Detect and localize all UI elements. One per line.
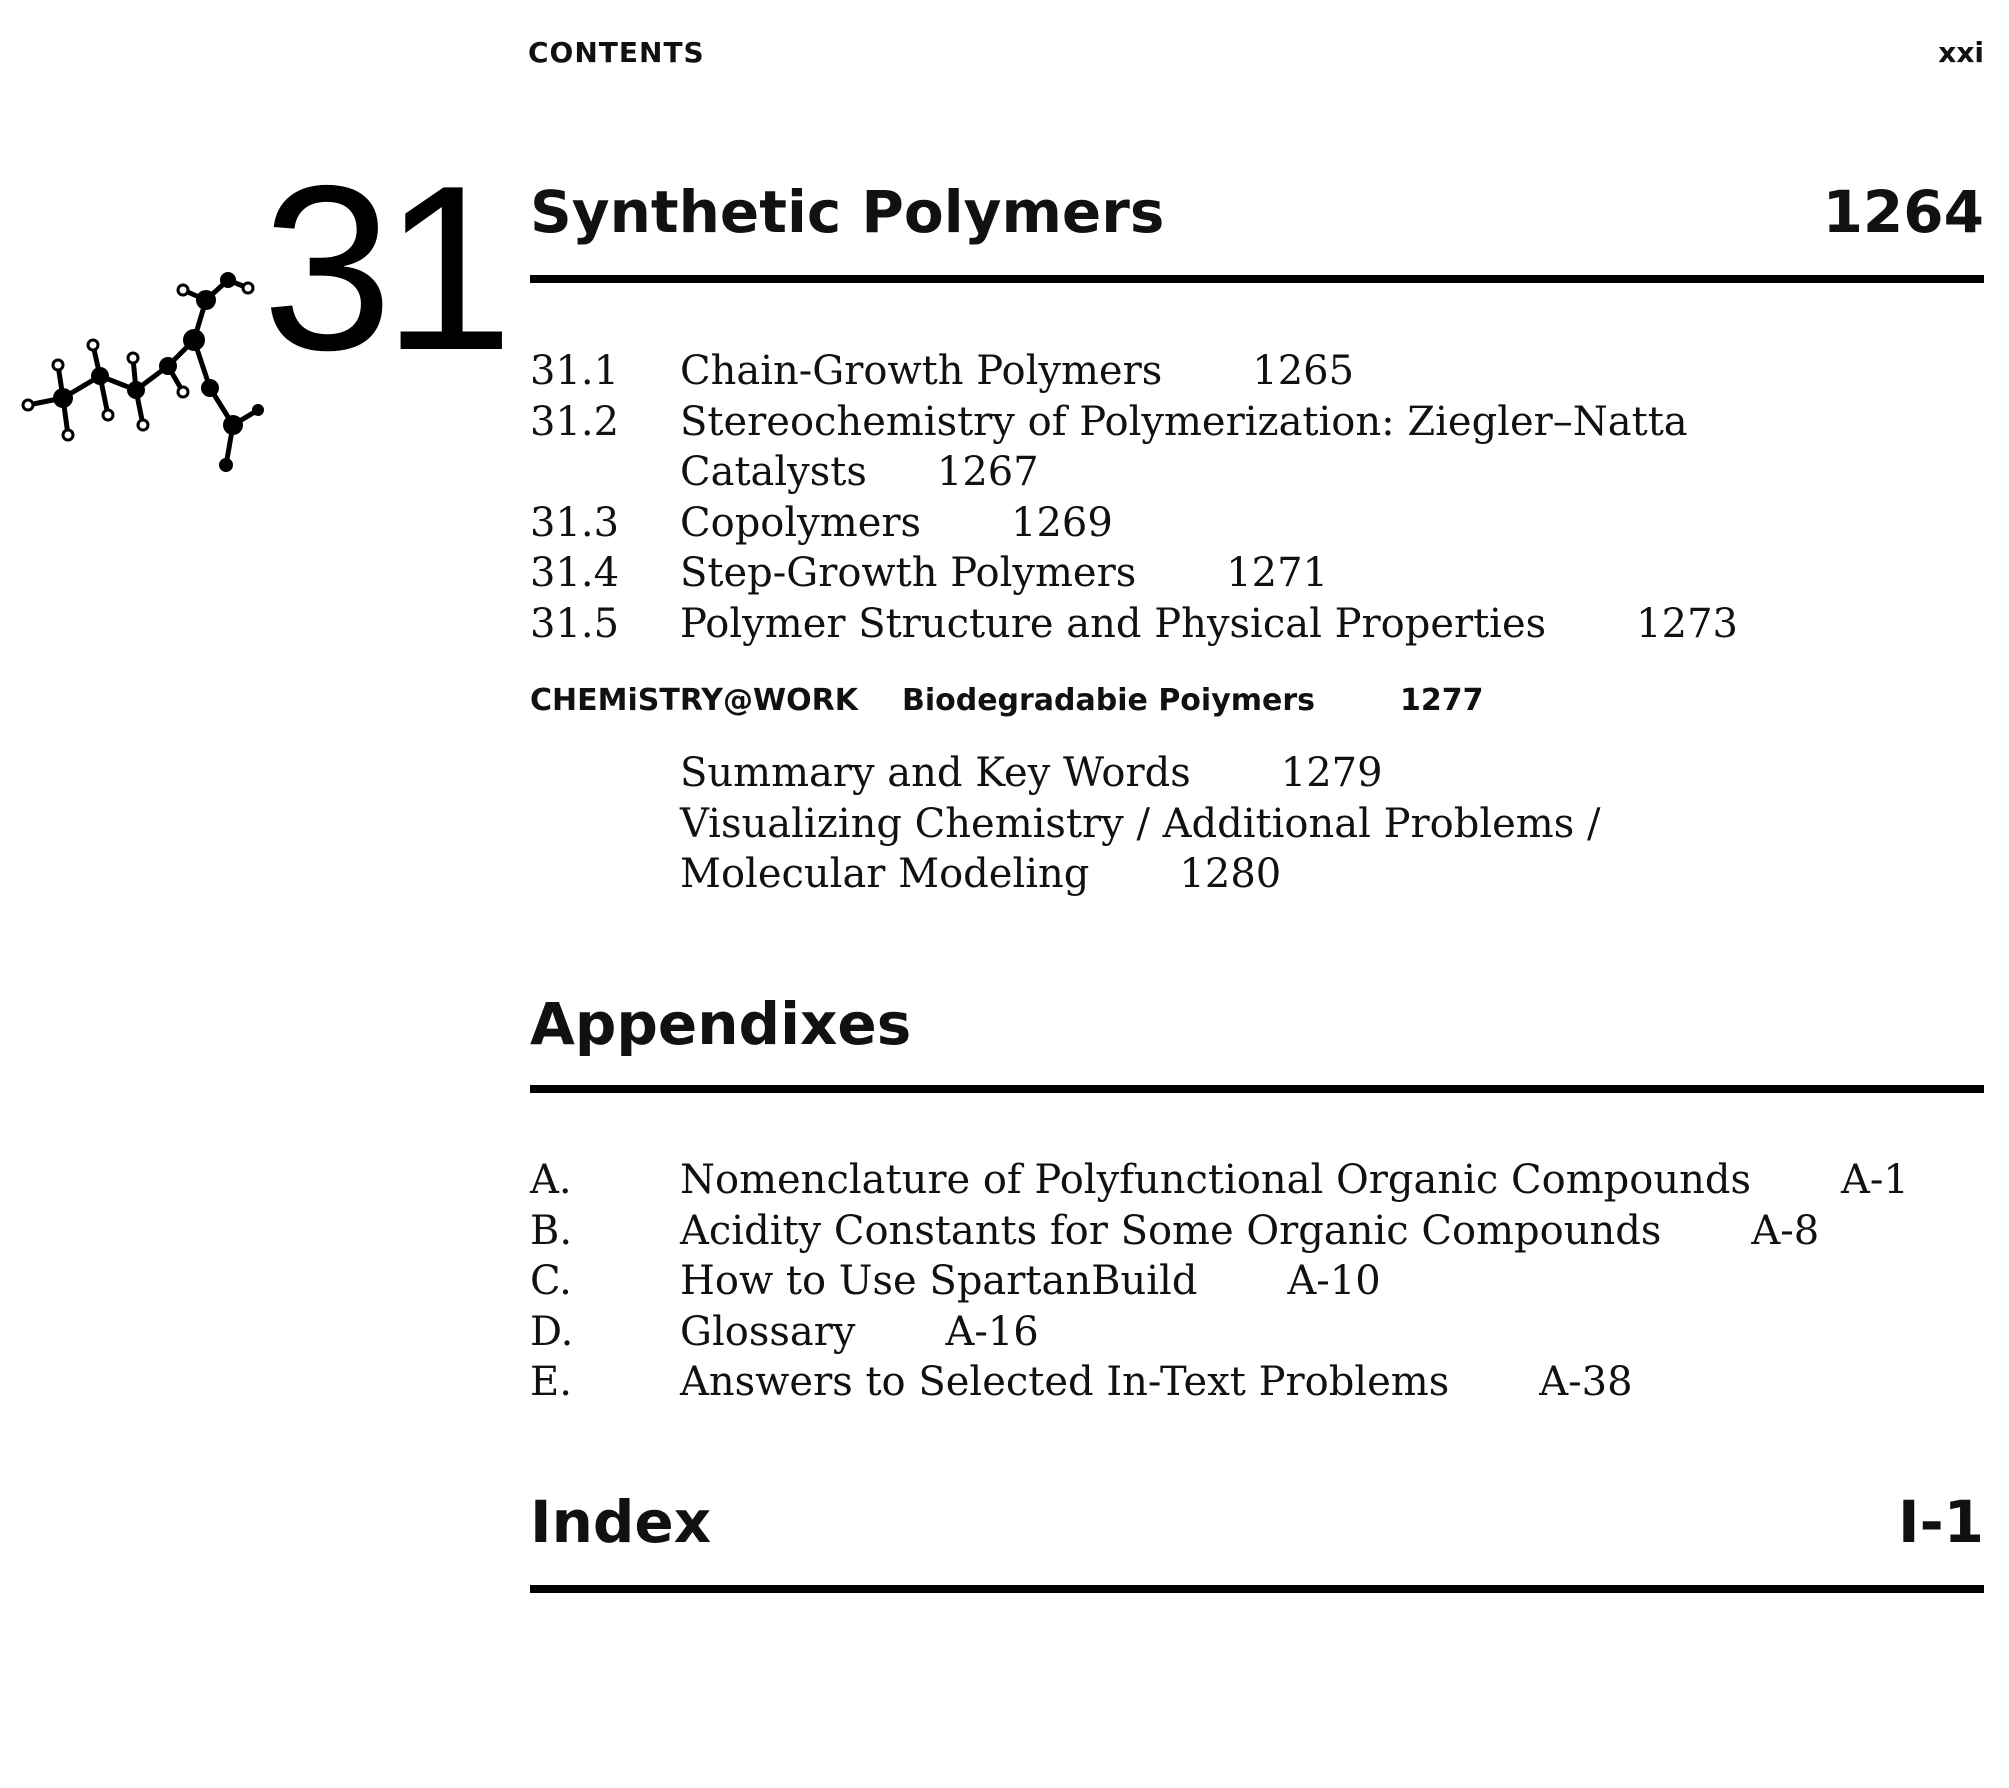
section-number: 31.4 xyxy=(530,550,620,596)
appendix-page: A-8 xyxy=(1751,1207,1820,1254)
section-page: 1269 xyxy=(1011,499,1113,546)
index-heading[interactable] xyxy=(530,1488,1984,1556)
toc-entry[interactable] xyxy=(530,1357,1909,1408)
toc-entry[interactable] xyxy=(530,346,1738,397)
section-number: 31.5 xyxy=(530,600,620,647)
appendix-letter: C. xyxy=(530,1258,572,1304)
appendix-page: A-1 xyxy=(1841,1157,1909,1203)
end-matter-title-continued: Molecular Modeling xyxy=(680,851,1090,897)
toc-entry[interactable] xyxy=(530,599,1738,650)
chemistry-at-work-label: CHEMiSTRY@WORK xyxy=(530,683,858,718)
toc-entry[interactable] xyxy=(530,397,1738,498)
appendix-title: Glossary xyxy=(680,1308,856,1355)
appendix-page: A-16 xyxy=(945,1308,1039,1355)
end-matter-page: 1280 xyxy=(1179,851,1282,897)
appendixes-heading xyxy=(530,990,1984,1058)
index-title: Index xyxy=(530,1488,712,1556)
end-matter-title: Visualizing Chemistry / Additional Problems / xyxy=(680,800,1601,847)
running-head: CONTENTS xyxy=(528,36,705,69)
page-folio: xxi xyxy=(1938,36,1984,69)
appendix-letter: D. xyxy=(530,1308,574,1355)
section-title: Copolymers xyxy=(680,499,922,546)
toc-entry[interactable] xyxy=(530,1206,1909,1257)
section-title: Step-Growth Polymers xyxy=(680,550,1137,596)
toc-entry[interactable] xyxy=(680,799,1600,900)
chemistry-at-work-page: 1277 xyxy=(1400,683,1484,718)
chapter-title: Synthetic Polymers xyxy=(530,178,1165,246)
toc-entry[interactable] xyxy=(530,1155,1909,1206)
toc-entry[interactable] xyxy=(530,548,1738,599)
section-number: 31.2 xyxy=(530,398,620,445)
chapter-page: 1264 xyxy=(1822,178,1984,246)
appendix-list xyxy=(530,1155,1909,1408)
section-title: Polymer Structure and Physical Properties xyxy=(680,600,1547,647)
appendix-letter: A. xyxy=(530,1157,572,1203)
toc-entry[interactable] xyxy=(680,748,1600,799)
toc-entry[interactable] xyxy=(530,1256,1909,1307)
appendixes-rule xyxy=(530,1085,1984,1093)
chapter-section-list xyxy=(530,346,1738,649)
appendixes-title: Appendixes xyxy=(530,990,912,1058)
section-title: Chain-Growth Polymers xyxy=(680,348,1163,394)
appendix-title: Acidity Constants for Some Organic Compounds xyxy=(680,1207,1662,1254)
molecule-illustration xyxy=(18,240,268,495)
section-number: 31.3 xyxy=(530,499,620,546)
section-number: 31.1 xyxy=(530,348,620,394)
section-page: 1267 xyxy=(936,449,1039,495)
end-matter-page: 1279 xyxy=(1280,750,1383,796)
section-page: 1271 xyxy=(1226,550,1329,596)
appendix-page: A-10 xyxy=(1287,1258,1381,1304)
index-rule xyxy=(530,1585,1984,1593)
chapter-heading xyxy=(530,178,1984,246)
appendix-letter: E. xyxy=(530,1359,572,1405)
chemistry-at-work-title: Biodegradabie Poiymers xyxy=(901,683,1316,718)
appendix-title: Answers to Selected In-Text Problems xyxy=(680,1359,1450,1405)
chapter-number: 31 xyxy=(262,136,504,399)
section-title-continued: Catalysts xyxy=(680,449,867,495)
chapter-rule xyxy=(530,275,1984,283)
appendix-title: How to Use SpartanBuild xyxy=(680,1258,1198,1304)
section-page: 1265 xyxy=(1252,348,1355,394)
end-matter-title: Summary and Key Words xyxy=(680,750,1191,796)
chemistry-at-work-entry[interactable] xyxy=(530,683,1484,718)
section-page: 1273 xyxy=(1636,600,1738,647)
appendix-letter: B. xyxy=(530,1207,573,1254)
index-page: I-1 xyxy=(1897,1488,1984,1556)
chapter-end-matter xyxy=(680,748,1600,900)
section-title: Stereochemistry of Polymerization: Ziegler–Natta xyxy=(680,398,1688,445)
toc-entry[interactable] xyxy=(530,498,1738,549)
toc-entry[interactable] xyxy=(530,1307,1909,1358)
appendix-title: Nomenclature of Polyfunctional Organic Compounds xyxy=(680,1157,1751,1203)
appendix-page: A-38 xyxy=(1539,1359,1633,1405)
